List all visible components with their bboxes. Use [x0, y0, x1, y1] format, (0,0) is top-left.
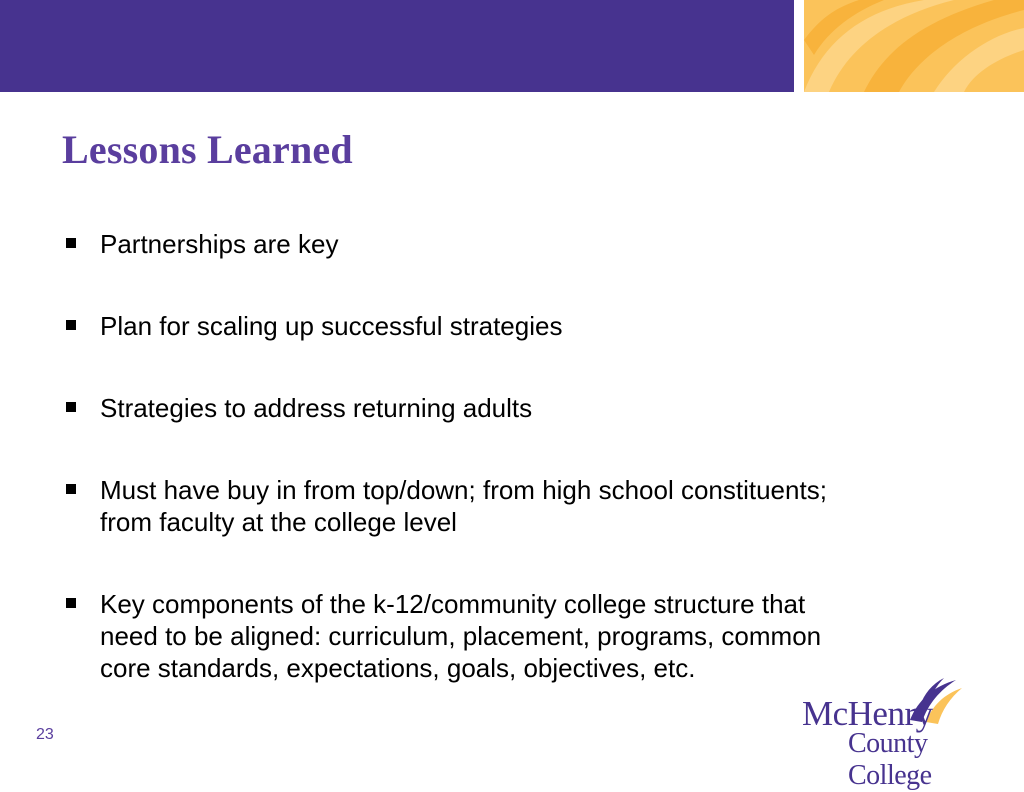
square-bullet-icon [66, 598, 76, 608]
square-bullet-icon [66, 238, 76, 248]
bullet-text: Key components of the k-12/community college structure that need to be aligned: curriculum, placement, programs, common core standards, expectations, goals, objectives, etc. [100, 589, 822, 683]
college-logo [798, 676, 1016, 791]
header-band [0, 0, 794, 92]
square-bullet-icon [66, 402, 76, 412]
list-item [62, 310, 832, 342]
bullet-text: Strategies to address returning adults [100, 393, 533, 423]
slide-title: Lessons Learned [62, 127, 353, 172]
list-item [62, 228, 832, 260]
slide-number: 23 [36, 726, 54, 743]
logo-text-line1: McHenry [802, 694, 933, 733]
square-bullet-icon [66, 484, 76, 494]
list-item [62, 392, 832, 424]
bullet-text: Must have buy in from top/down; from high school constituents; from faculty at the college level [100, 475, 827, 537]
bullet-text: Partnerships are key [100, 229, 339, 259]
decorative-sunburst-image [804, 0, 1024, 92]
list-item [62, 588, 832, 684]
list-item [62, 474, 832, 538]
square-bullet-icon [66, 320, 76, 330]
logo-text-line2: County College [848, 728, 932, 791]
bullet-list [62, 228, 832, 734]
bullet-text: Plan for scaling up successful strategies [100, 311, 563, 341]
